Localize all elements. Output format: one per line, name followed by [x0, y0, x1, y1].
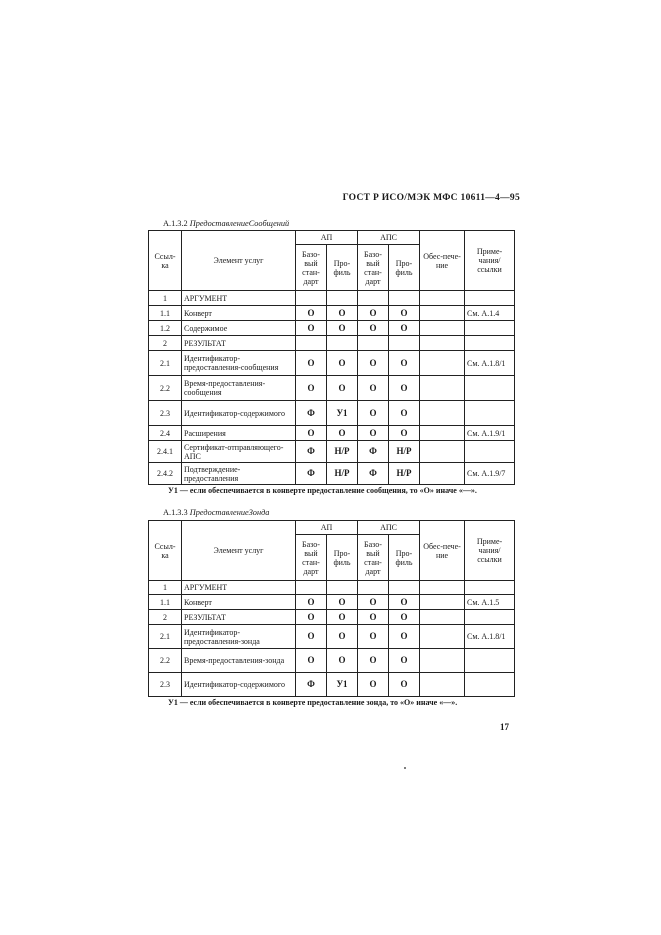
page-number: 17 [500, 722, 509, 732]
cell-support [420, 673, 465, 697]
cell-ap-base: Ф [296, 673, 327, 697]
cell-element: Содержимое [182, 321, 296, 336]
header-aps-base: Базо-вый стан-дарт [358, 245, 389, 291]
cell-support [420, 336, 465, 351]
cell-ap-base: О [296, 306, 327, 321]
cell-aps-profile: О [389, 306, 420, 321]
cell-aps-base: Ф [358, 463, 389, 485]
table2-caption-name: ПредоставлениеЗонда [189, 508, 270, 517]
cell-element: Сертификат-отправляющего-АПС [182, 441, 296, 463]
cell-aps-profile: О [389, 351, 420, 376]
cell-ref: 2.1 [149, 351, 182, 376]
cell-ref: 2.4.2 [149, 463, 182, 485]
cell-aps-profile: О [389, 673, 420, 697]
cell-ap-profile: О [327, 610, 358, 625]
table-row [149, 291, 515, 306]
header-aps-profile: Про-филь [389, 535, 420, 581]
table-row [149, 625, 515, 649]
cell-element: Время-предоставления-сообщения [182, 376, 296, 401]
cell-notes [465, 649, 515, 673]
cell-support [420, 581, 465, 595]
cell-aps-base [358, 336, 389, 351]
cell-aps-profile: О [389, 610, 420, 625]
cell-ap-base: О [296, 426, 327, 441]
cell-ap-base: Ф [296, 463, 327, 485]
cell-ref: 2.2 [149, 376, 182, 401]
table-row [149, 401, 515, 426]
header-ref: Ссыл-ка [149, 231, 182, 291]
cell-ref: 1 [149, 581, 182, 595]
cell-aps-profile: О [389, 376, 420, 401]
cell-ref: 2.4.1 [149, 441, 182, 463]
cell-ap-base: О [296, 595, 327, 610]
table1-caption-number: А.1.3.2 [163, 219, 188, 228]
table2-caption [163, 508, 269, 517]
cell-element: Конверт [182, 306, 296, 321]
cell-aps-base: О [358, 610, 389, 625]
cell-element: РЕЗУЛЬТАТ [182, 336, 296, 351]
cell-support [420, 610, 465, 625]
cell-ref: 2.2 [149, 649, 182, 673]
cell-notes: См. А.1.8/1 [465, 625, 515, 649]
cell-element: Конверт [182, 595, 296, 610]
cell-aps-profile [389, 581, 420, 595]
cell-element: АРГУМЕНТ [182, 291, 296, 306]
table-row [149, 376, 515, 401]
header-ap-base: Базо-вый стан-дарт [296, 535, 327, 581]
cell-ref: 1 [149, 291, 182, 306]
cell-aps-profile: О [389, 625, 420, 649]
cell-support [420, 463, 465, 485]
cell-aps-base [358, 291, 389, 306]
table-row [149, 351, 515, 376]
cell-aps-base: О [358, 426, 389, 441]
cell-notes: См. А.1.8/1 [465, 351, 515, 376]
cell-ap-base [296, 291, 327, 306]
cell-notes [465, 336, 515, 351]
cell-notes [465, 321, 515, 336]
cell-ref: 2.1 [149, 625, 182, 649]
cell-ap-base: О [296, 351, 327, 376]
table-row [149, 321, 515, 336]
header-ap-base: Базо-вый стан-дарт [296, 245, 327, 291]
table2-caption-number: А.1.3.3 [163, 508, 188, 517]
scan-speck [404, 767, 406, 769]
cell-ap-profile: Н/Р [327, 463, 358, 485]
header-ap: АП [296, 521, 358, 535]
cell-notes [465, 610, 515, 625]
cell-support [420, 625, 465, 649]
cell-ap-profile: О [327, 306, 358, 321]
cell-support [420, 401, 465, 426]
cell-notes: См. А.1.9/7 [465, 463, 515, 485]
header-ap: АП [296, 231, 358, 245]
cell-aps-profile [389, 291, 420, 306]
header-ref: Ссыл-ка [149, 521, 182, 581]
cell-aps-profile: О [389, 595, 420, 610]
cell-element: РЕЗУЛЬТАТ [182, 610, 296, 625]
table-row [149, 463, 515, 485]
cell-support [420, 441, 465, 463]
cell-aps-base [358, 581, 389, 595]
cell-element: Идентификатор-содержимого [182, 673, 296, 697]
header-aps-base: Базо-вый стан-дарт [358, 535, 389, 581]
cell-element: Идентификатор-предоставления-сообщения [182, 351, 296, 376]
cell-ref: 1.2 [149, 321, 182, 336]
table1 [148, 230, 515, 485]
cell-ap-base: О [296, 610, 327, 625]
cell-support [420, 376, 465, 401]
cell-aps-base: О [358, 595, 389, 610]
cell-aps-base: О [358, 376, 389, 401]
cell-support [420, 351, 465, 376]
cell-ref: 2.3 [149, 673, 182, 697]
table2-note-text: У1 — если обеспечивается в конверте предоставление зонда, то «О» иначе «—». [168, 698, 458, 707]
table1-note [168, 486, 514, 496]
cell-element: Идентификатор-содержимого [182, 401, 296, 426]
table1-caption [163, 219, 289, 228]
cell-notes [465, 376, 515, 401]
cell-ap-profile: О [327, 625, 358, 649]
table-row [149, 649, 515, 673]
cell-notes [465, 581, 515, 595]
table1-note-text: У1 — если обеспечивается в конверте предоставление сообщения, то «О» иначе «—». [168, 486, 477, 495]
cell-aps-base: О [358, 321, 389, 336]
header-notes: Приме-чания/ ссылки [465, 521, 515, 581]
cell-ap-profile: О [327, 376, 358, 401]
cell-ap-profile: У1 [327, 673, 358, 697]
header-notes: Приме-чания/ ссылки [465, 231, 515, 291]
cell-ref: 2.3 [149, 401, 182, 426]
cell-aps-profile: Н/Р [389, 463, 420, 485]
cell-support [420, 595, 465, 610]
cell-ap-profile [327, 291, 358, 306]
cell-notes: См. А.1.9/1 [465, 426, 515, 441]
cell-notes [465, 291, 515, 306]
header-support: Обес-пече-ние [420, 521, 465, 581]
cell-ap-profile: О [327, 321, 358, 336]
cell-notes: См. А.1.4 [465, 306, 515, 321]
cell-support [420, 306, 465, 321]
cell-ap-base: О [296, 376, 327, 401]
cell-ref: 2 [149, 610, 182, 625]
table-row [149, 610, 515, 625]
cell-aps-profile: О [389, 321, 420, 336]
cell-support [420, 426, 465, 441]
cell-element: Расширения [182, 426, 296, 441]
cell-ap-base: Ф [296, 441, 327, 463]
cell-aps-profile: Н/Р [389, 441, 420, 463]
cell-ref: 1.1 [149, 595, 182, 610]
cell-ap-profile: У1 [327, 401, 358, 426]
cell-ap-base: Ф [296, 401, 327, 426]
header-aps-profile: Про-филь [389, 245, 420, 291]
cell-aps-base: О [358, 351, 389, 376]
cell-element: Идентификатор-предоставления-зонда [182, 625, 296, 649]
cell-ap-profile [327, 336, 358, 351]
table-row [149, 595, 515, 610]
cell-aps-profile: О [389, 401, 420, 426]
table-row [149, 673, 515, 697]
cell-aps-base: О [358, 649, 389, 673]
cell-ap-base: О [296, 625, 327, 649]
table-row [149, 426, 515, 441]
cell-support [420, 649, 465, 673]
table1-caption-name: ПредоставлениеСообщений [189, 219, 290, 228]
cell-aps-base: О [358, 625, 389, 649]
cell-ref: 2 [149, 336, 182, 351]
cell-notes [465, 401, 515, 426]
cell-notes: См. А.1.5 [465, 595, 515, 610]
cell-ap-base [296, 581, 327, 595]
header-support: Обес-пече-ние [420, 231, 465, 291]
cell-aps-base: О [358, 673, 389, 697]
header-aps: АПС [358, 231, 420, 245]
table2-note [168, 698, 514, 708]
cell-element: АРГУМЕНТ [182, 581, 296, 595]
cell-notes [465, 441, 515, 463]
cell-ap-profile [327, 581, 358, 595]
header-ap-profile: Про-филь [327, 245, 358, 291]
cell-aps-profile: О [389, 649, 420, 673]
table-row [149, 441, 515, 463]
cell-ref: 1.1 [149, 306, 182, 321]
table-row [149, 306, 515, 321]
cell-notes [465, 673, 515, 697]
cell-ap-profile: О [327, 351, 358, 376]
cell-ap-base: О [296, 649, 327, 673]
cell-element: Подтверждение-предоставления [182, 463, 296, 485]
cell-aps-profile: О [389, 426, 420, 441]
header-element: Элемент услуг [182, 521, 296, 581]
table2 [148, 520, 515, 697]
cell-support [420, 291, 465, 306]
header-ap-profile: Про-филь [327, 535, 358, 581]
table-row [149, 336, 515, 351]
cell-aps-base: О [358, 401, 389, 426]
cell-ap-profile: О [327, 649, 358, 673]
header-element: Элемент услуг [182, 231, 296, 291]
header-aps: АПС [358, 521, 420, 535]
cell-ap-base: О [296, 321, 327, 336]
cell-ref: 2.4 [149, 426, 182, 441]
document-header: ГОСТ Р ИСО/МЭК МФС 10611—4—95 [342, 193, 520, 203]
cell-ap-profile: О [327, 426, 358, 441]
cell-ap-profile: О [327, 595, 358, 610]
cell-aps-base: Ф [358, 441, 389, 463]
cell-element: Время-предоставления-зонда [182, 649, 296, 673]
cell-support [420, 321, 465, 336]
cell-ap-profile: Н/Р [327, 441, 358, 463]
cell-aps-base: О [358, 306, 389, 321]
cell-ap-base [296, 336, 327, 351]
table-row [149, 581, 515, 595]
cell-aps-profile [389, 336, 420, 351]
